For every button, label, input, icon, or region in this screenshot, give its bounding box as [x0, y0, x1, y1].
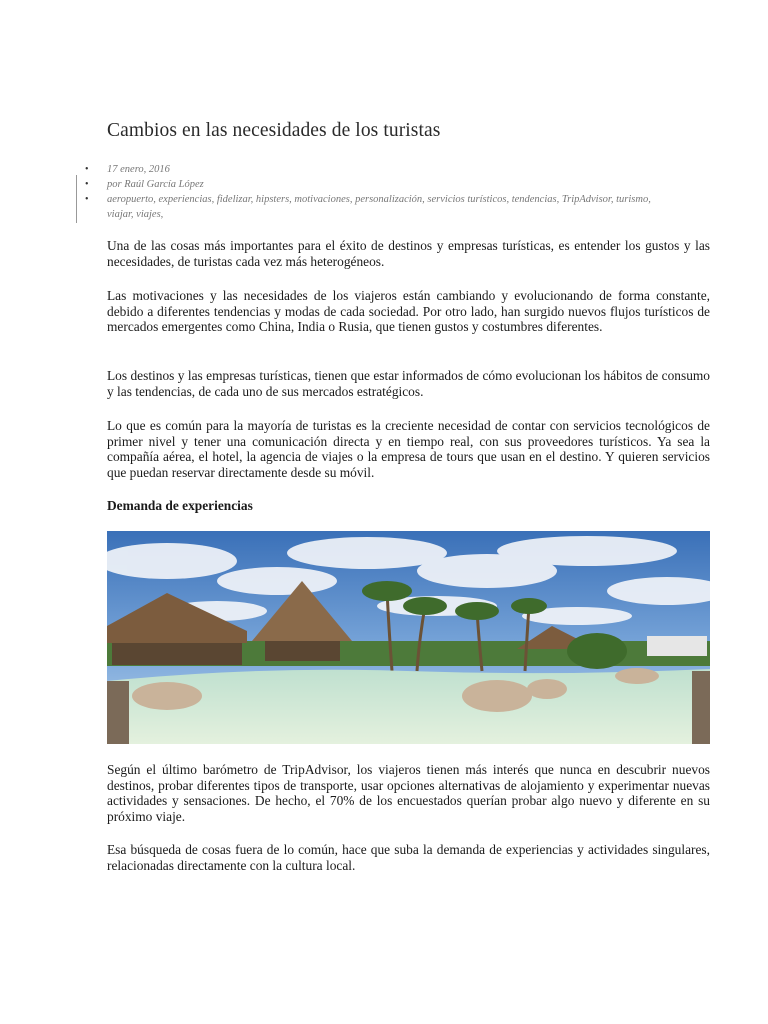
article-paragraph	[107, 842, 710, 873]
paragraph-text: Según el último barómetro de TripAdvisor, los viajeros tienen más interés que nunca en descubrir nuevos destinos, probar diferentes tipos de transporte, usar opciones alternativas de alojamiento y experimentar nuevas actividades y sensaciones. De hecho, el 70% de los encuestados querían probar algo nuevo y diferente en su próximo viaje.	[107, 762, 710, 824]
post-meta-list	[85, 162, 665, 222]
paragraph-text: Las motivaciones y las necesidades de los viajeros están cambiando y evolucionando de forma constante, debido a diferentes tendencias y modas de cada sociedad. Por otro lado, han surgido nuevos flujos turísticos de mercados emergentes como China, India o Rusia, que tienen gustos y costumbres diferentes.	[107, 288, 710, 335]
article-paragraph	[107, 288, 710, 335]
paragraph-text: Lo que es común para la mayoría de turistas es la creciente necesidad de contar con servicios tecnológicos de primer nivel y tener una comunicación directa y en tiempo real, con sus proveedores turísticos. Ya sea la compañía aérea, el hotel, la agencia de viajes o la empresa de tours que usan en el destino. Y quieren servicios que puedan reservar directamente desde su móvil.	[107, 418, 710, 480]
meta-tags	[85, 192, 665, 222]
resort-panorama-illustration	[107, 531, 710, 744]
paragraph-text: Una de las cosas más importantes para el éxito de destinos y empresas turísticas, es entender los gustos y las necesidades, de turistas cada vez más heterogéneos.	[107, 238, 710, 269]
resort-panorama-image	[107, 531, 710, 744]
meta-author-link[interactable]: por Raúl García López	[107, 179, 204, 190]
bullet-icon: •	[85, 194, 89, 205]
section-heading: Demanda de experiencias	[107, 498, 253, 513]
meta-date	[85, 162, 665, 177]
meta-date-text: 17 enero, 2016	[107, 164, 170, 175]
article-paragraph	[107, 238, 710, 269]
bullet-icon: •	[85, 164, 89, 175]
paragraph-text: Los destinos y las empresas turísticas, tienen que estar informados de cómo evolucionan los hábitos de consumo y las tendencias, de cada uno de sus mercados estratégicos.	[107, 368, 710, 399]
paragraph-text: Esa búsqueda de cosas fuera de lo común, hace que suba la demanda de experiencias y actividades singulares, relacionadas directamente con la cultura local.	[107, 842, 710, 873]
article-paragraph	[107, 762, 710, 824]
meta-author	[85, 177, 665, 192]
bullet-icon: •	[85, 179, 89, 190]
article-paragraph	[107, 368, 710, 399]
article-paragraph	[107, 418, 710, 480]
meta-divider	[76, 175, 77, 223]
meta-tags-links[interactable]: aeropuerto, experiencias, fidelizar, hipsters, motivaciones, personalización, servicios turísticos, tendencias, TripAdvisor, turismo, viajar, viajes,	[107, 194, 651, 220]
page-title: Cambios en las necesidades de los turistas	[107, 120, 441, 141]
